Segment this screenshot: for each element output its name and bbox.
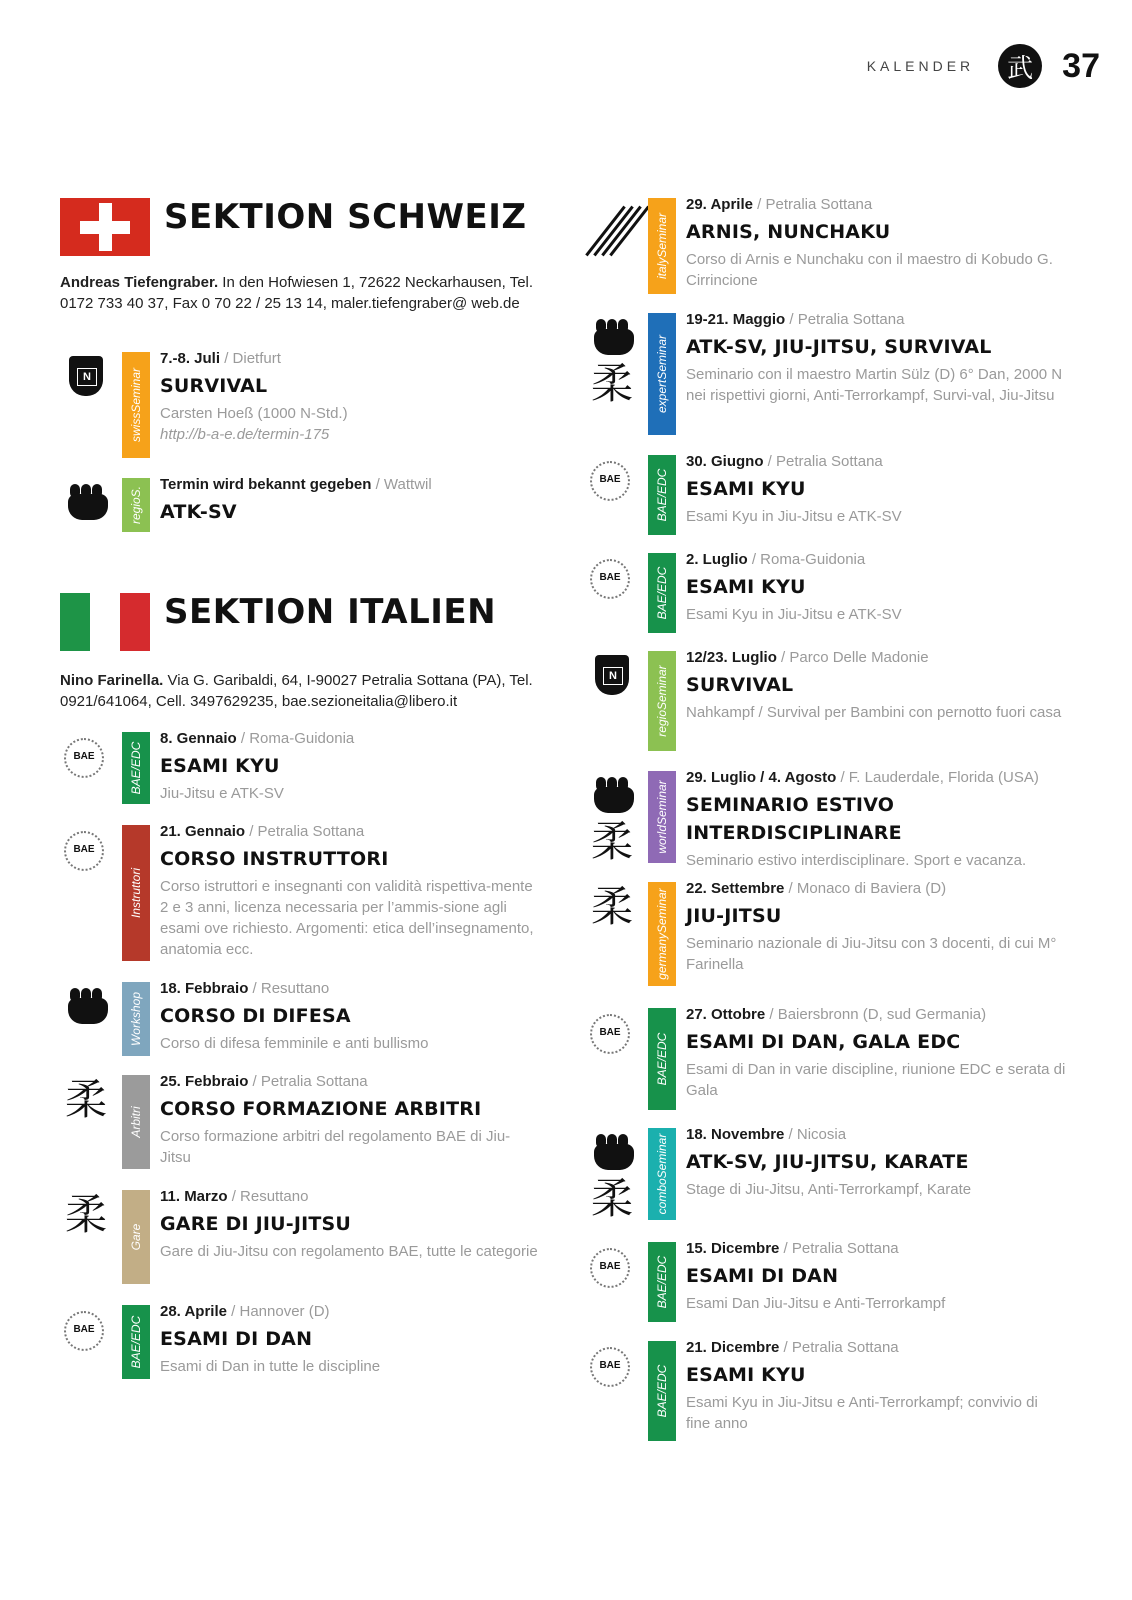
entry-description: Esami Kyu in Jiu-Jitsu e ATK-SV [686, 606, 902, 623]
calendar-entry [586, 313, 1066, 435]
dojo-logo-icon: 武 [998, 44, 1042, 88]
category-bar [648, 455, 676, 535]
entry-icon [60, 734, 112, 786]
calendar-entry [60, 352, 540, 458]
category-bar [122, 982, 150, 1056]
entry-date: 7.-8. Juli [160, 350, 221, 367]
entry-date: 21. Gennaio [160, 823, 246, 840]
category-label: BAE/EDC [129, 741, 143, 795]
entry-location: / Baiersbronn (D, sud Germania) [765, 1006, 987, 1023]
entry-icon [586, 555, 638, 607]
entry-date-line [686, 451, 1066, 473]
entry-title: ESAMI KYU [686, 478, 806, 500]
category-bar [122, 1305, 150, 1379]
entry-description: Carsten Hoeß (1000 N-Std.) [160, 405, 348, 422]
entry-description: Esami di Dan in tutte le discipline [160, 1358, 381, 1375]
entry-body [686, 878, 1066, 975]
entry-date: 18. Novembre [686, 1126, 785, 1143]
entry-body [160, 728, 540, 804]
category-label: worldSeminar [655, 780, 669, 854]
entry-icon [586, 1010, 638, 1062]
entry-icon [60, 1307, 112, 1359]
entry-date: 22. Settembre [686, 880, 785, 897]
entry-location: / Petralia Sottana [779, 1240, 899, 1257]
entry-description: Jiu-Jitsu e ATK-SV [160, 785, 284, 802]
category-bar [648, 1242, 676, 1322]
entry-date: Termin wird bekannt gegeben [160, 476, 372, 493]
entry-date-line [686, 878, 1066, 900]
contact-name: Andreas Tiefengraber. [60, 274, 219, 291]
entry-description: Esami Kyu in Jiu-Jitsu e Anti-Terrorkampf; convivio di fine anno [686, 1394, 1038, 1432]
calendar-entry [60, 732, 540, 804]
category-bar [122, 478, 150, 532]
category-label: BAE/EDC [655, 1364, 669, 1418]
category-bar [122, 1075, 150, 1169]
entry-icon [586, 884, 638, 936]
italian-flag-icon [60, 593, 150, 651]
fist-kanji-icon [586, 775, 638, 865]
entry-body [686, 309, 1066, 406]
entry-date-line [686, 1004, 1066, 1026]
category-label: BAE/EDC [655, 566, 669, 620]
entry-title: ESAMI DI DAN [686, 1265, 839, 1287]
entry-description: Corso istruttori e insegnanti con validità rispettiva-mente 2 e 3 anni, licenza necessaria per l’ammis-sione agli esami ove richiesto. Argomenti: etica dell’insegnamento, anatomia ecc. [160, 878, 534, 958]
entry-title: ESAMI DI DAN, GALA EDC [686, 1031, 961, 1053]
entry-title: CORSO INSTRUTTORI [160, 848, 389, 870]
entry-body [160, 1301, 540, 1377]
entry-location: / Petralia Sottana [245, 823, 365, 840]
entry-date: 30. Giugno [686, 453, 764, 470]
calendar-entry [60, 1305, 540, 1379]
entry-icon [586, 653, 638, 705]
category-label: italySeminar [655, 212, 669, 280]
entry-description: Stage di Jiu-Jitsu, Anti-Terrorkampf, Karate [686, 1181, 972, 1198]
fist-kanji-icon [586, 1132, 638, 1222]
category-label: regioSeminar [655, 665, 669, 737]
entry-icon [60, 827, 112, 879]
entry-icon [586, 200, 638, 252]
entry-date-line [686, 549, 1066, 571]
swiss-flag-icon [60, 198, 150, 256]
calendar-entry [586, 1126, 1066, 1223]
bae-logo-icon: BAE [64, 738, 104, 778]
entry-location: / Petralia Sottana [248, 1073, 368, 1090]
entry-location: / F. Lauderdale, Florida (USA) [836, 769, 1039, 786]
entry-icon [60, 1077, 112, 1129]
entry-description: Gare di Jiu-Jitsu con regolamento BAE, tutte le categorie [160, 1243, 538, 1260]
entry-body [686, 767, 1066, 871]
entry-date-line [160, 821, 540, 843]
entry-date: 29. Luglio / 4. Agosto [686, 769, 837, 786]
entry-date: 15. Dicembre [686, 1240, 780, 1257]
contact-schweiz [60, 272, 540, 314]
entry-body [686, 1004, 1066, 1101]
entry-date-line [686, 1238, 1066, 1260]
shield-icon: N [69, 356, 103, 396]
entry-date: 19-21. Maggio [686, 311, 786, 328]
section-label: KALENDER [866, 58, 975, 74]
entry-title: CORSO DI DIFESA [160, 1005, 351, 1027]
entry-body [160, 1186, 540, 1262]
entry-date: 28. Aprile [160, 1303, 227, 1320]
category-label: Instruttori [129, 867, 143, 919]
contact-text: In den Hofwiesen 1, 72622 Neckarhausen, Tel. 0172 733 40 37, Fax 0 70 22 / 25 13 14, maler.tiefengraber@ web.de [60, 274, 534, 312]
category-bar [648, 882, 676, 986]
calendar-entry [586, 1242, 1066, 1322]
entry-body [160, 348, 540, 446]
entry-body [686, 451, 1066, 527]
entry-title: ESAMI KYU [686, 1364, 806, 1386]
kanji-icon: 柔 [590, 817, 633, 866]
entry-body [160, 978, 540, 1054]
calendar-entry [60, 982, 540, 1056]
calendar-entry [60, 478, 540, 532]
entry-title: ATK-SV, JIU-JITSU, KARATE [686, 1151, 969, 1173]
entry-date: 29. Aprile [686, 196, 753, 213]
kanji-icon: 柔 [590, 1174, 633, 1223]
calendar-entry [586, 651, 1066, 751]
category-label: germanySeminar [655, 888, 669, 980]
entry-icon [60, 984, 112, 1036]
entry-date-line [160, 1071, 540, 1093]
section-italien-heading [60, 593, 496, 651]
entry-title: ESAMI DI DAN [160, 1328, 313, 1350]
bae-logo-icon: BAE [64, 1311, 104, 1351]
contact-italien [60, 670, 540, 712]
entry-location: / Petralia Sottana [779, 1339, 899, 1356]
section-title: SEKTION ITALIEN [164, 592, 497, 632]
category-bar [122, 732, 150, 804]
calendar-entry [60, 1075, 540, 1169]
category-bar [648, 771, 676, 863]
entry-date-line [160, 474, 540, 496]
section-title: SEKTION SCHWEIZ [164, 197, 527, 237]
entry-date-line [686, 194, 1066, 216]
category-label: comboSeminar [655, 1133, 669, 1215]
category-bar [648, 198, 676, 294]
entry-description: Esami di Dan in varie discipline, riunione EDC e serata di Gala [686, 1061, 1066, 1099]
entry-location: / Petralia Sottana [785, 311, 905, 328]
category-bar [648, 1341, 676, 1441]
entry-body [686, 194, 1066, 291]
section-schweiz-heading [60, 198, 527, 256]
entry-description: Esami Kyu in Jiu-Jitsu e ATK-SV [686, 508, 902, 525]
entry-body [160, 1071, 540, 1168]
calendar-entry [60, 825, 540, 961]
bae-logo-icon: BAE [590, 1347, 630, 1387]
entry-date: 18. Febbraio [160, 980, 249, 997]
entry-location: / Roma-Guidonia [747, 551, 866, 568]
entry-date: 25. Febbraio [160, 1073, 249, 1090]
category-label: BAE/EDC [655, 1255, 669, 1309]
entry-title: GARE DI JIU-JITSU [160, 1213, 352, 1235]
entry-date: 11. Marzo [160, 1188, 228, 1205]
page-header [867, 44, 1100, 88]
kanji-icon: 柔 [64, 1075, 107, 1124]
category-bar [122, 825, 150, 961]
entry-date-line [686, 309, 1066, 331]
category-bar [648, 553, 676, 633]
entry-body [160, 474, 540, 526]
bae-logo-icon: BAE [64, 831, 104, 871]
entry-body [160, 821, 540, 960]
entry-date: 2. Luglio [686, 551, 748, 568]
category-label: swissSeminar [129, 367, 143, 443]
calendar-entry [586, 882, 1066, 986]
entry-title: ESAMI KYU [686, 576, 806, 598]
entry-date-line [686, 647, 1066, 669]
category-label: Gare [129, 1223, 143, 1251]
contact-name: Nino Farinella. [60, 672, 164, 689]
bae-logo-icon: BAE [590, 559, 630, 599]
entry-location: / Petralia Sottana [763, 453, 883, 470]
entry-description: Nahkampf / Survival per Bambini con pernotto fuori casa [686, 704, 1062, 721]
entry-icon [586, 1343, 638, 1395]
entry-title: JIU-JITSU [686, 905, 782, 927]
entry-body [686, 549, 1066, 625]
entry-icon [60, 480, 112, 532]
category-label: BAE/EDC [655, 1032, 669, 1086]
entry-location: / Roma-Guidonia [236, 730, 355, 747]
entry-icon [586, 315, 638, 408]
kanji-icon: 柔 [64, 1190, 107, 1239]
entry-icon [586, 773, 638, 866]
entry-body [686, 1124, 1066, 1200]
calendar-entry [586, 1008, 1066, 1110]
shield-icon: N [595, 655, 629, 695]
entry-location: / Hannover (D) [226, 1303, 330, 1320]
entry-icon [586, 457, 638, 509]
category-bar [122, 1190, 150, 1284]
entry-date-line [160, 348, 540, 370]
entry-date-line [160, 1186, 540, 1208]
entry-location: / Resuttano [248, 980, 330, 997]
entry-location: / Dietfurt [220, 350, 281, 367]
entry-description: Seminario con il maestro Martin Sülz (D) 6° Dan, 2000 N nei rispettivi giorni, Anti-Terrorkampf, Survi-val, Jiu-Jitsu [686, 366, 1063, 404]
entry-body [686, 1238, 1066, 1314]
entry-location: / Parco Delle Madonie [776, 649, 929, 666]
entry-title: CORSO FORMAZIONE ARBITRI [160, 1098, 482, 1120]
bae-logo-icon: BAE [590, 461, 630, 501]
entry-date: 8. Gennaio [160, 730, 237, 747]
entry-location: / Wattwil [371, 476, 432, 493]
entry-icon [60, 1192, 112, 1244]
bae-logo-icon: BAE [590, 1248, 630, 1288]
category-bar [648, 1128, 676, 1220]
entry-description: Esami Dan Jiu-Jitsu e Anti-Terrorkampf [686, 1295, 946, 1312]
category-bar [122, 352, 150, 458]
fist-icon [592, 317, 636, 361]
entry-description: Corso di difesa femminile e anti bullismo [160, 1035, 429, 1052]
entry-title: ESAMI KYU [160, 755, 280, 777]
entry-title: SURVIVAL [686, 674, 794, 696]
page-number: 37 [1062, 46, 1100, 85]
entry-icon [586, 1130, 638, 1223]
entry-description: Corso di Arnis e Nunchaku con il maestro di Kobudo G. Cirrincione [686, 251, 1053, 289]
fist-icon [592, 1132, 636, 1176]
category-label: regioS. [129, 485, 143, 525]
bae-logo-icon: BAE [590, 1014, 630, 1054]
entry-date: 27. Ottobre [686, 1006, 766, 1023]
entry-icon [60, 354, 112, 406]
entry-description: Corso formazione arbitri del regolamento BAE di Jiu-Jitsu [160, 1128, 511, 1166]
entry-date-line [160, 728, 540, 750]
entry-title: ARNIS, NUNCHAKU [686, 221, 891, 243]
entry-location: / Nicosia [784, 1126, 847, 1143]
fist-icon [66, 986, 110, 1030]
entry-link[interactable]: http://b-a-e.de/termin-175 [160, 426, 330, 443]
kanji-icon: 柔 [590, 359, 633, 408]
entry-date: 21. Dicembre [686, 1339, 780, 1356]
category-label: BAE/EDC [129, 1315, 143, 1369]
calendar-entry [586, 455, 1066, 535]
category-bar [648, 313, 676, 435]
category-label: Arbitri [129, 1106, 143, 1138]
entry-title: SURVIVAL [160, 375, 268, 397]
contact-text: Via G. Garibaldi, 64, I-90027 Petralia Sottana (PA), Tel. 0921/641064, Cell. 3497629235, bae.sezioneitalia@libero.it [60, 672, 533, 710]
entry-date-line [160, 978, 540, 1000]
category-label: BAE/EDC [655, 468, 669, 522]
entry-body [686, 647, 1066, 723]
entry-icon [586, 1244, 638, 1296]
category-label: Workshop [129, 991, 143, 1047]
fist-icon [66, 482, 110, 526]
fist-kanji-icon [586, 317, 638, 407]
entry-date-line [160, 1301, 540, 1323]
entry-date-line [686, 1124, 1066, 1146]
kanji-icon: 柔 [590, 882, 633, 931]
category-bar [648, 651, 676, 751]
entry-location: / Petralia Sottana [752, 196, 873, 213]
entry-title: SEMINARIO ESTIVO INTERDISCIPLINARE [686, 794, 902, 844]
category-label: expertSeminar [655, 334, 669, 414]
calendar-entry [60, 1190, 540, 1284]
calendar-entry [586, 198, 1066, 294]
entry-description: Seminario estivo interdisciplinare. Sport e vacanza. [686, 852, 1027, 869]
entry-date: 12/23. Luglio [686, 649, 777, 666]
category-bar [648, 1008, 676, 1110]
fist-icon [592, 775, 636, 819]
entry-location: / Monaco di Baviera (D) [784, 880, 947, 897]
calendar-entry [586, 1341, 1066, 1441]
entry-date-line [686, 1337, 1066, 1359]
entry-location: / Resuttano [227, 1188, 309, 1205]
entry-body [686, 1337, 1066, 1434]
entry-title: ATK-SV [160, 501, 237, 523]
slash-lines-icon [586, 200, 638, 262]
calendar-entry [586, 553, 1066, 633]
calendar-entry [586, 769, 1066, 869]
entry-title: ATK-SV, JIU-JITSU, SURVIVAL [686, 336, 992, 358]
entry-date-line [686, 767, 1066, 789]
entry-description: Seminario nazionale di Jiu-Jitsu con 3 docenti, di cui M° Farinella [686, 935, 1057, 973]
